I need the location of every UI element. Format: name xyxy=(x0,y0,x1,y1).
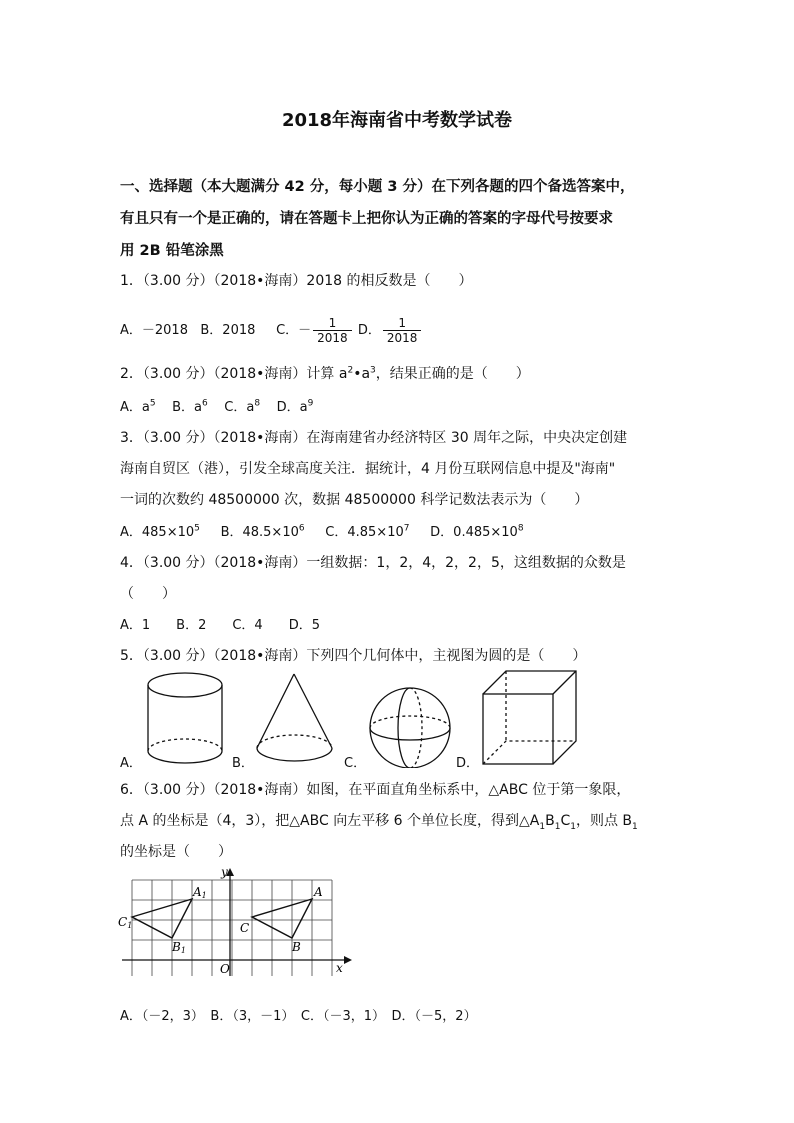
section-heading-line1: 一、选择题（本大题满分 42 分，每小题 3 分）在下列各题的四个备选答案中， xyxy=(120,179,635,195)
label-c1: C1 xyxy=(118,915,133,930)
triangle-abc xyxy=(252,899,312,938)
cylinder-figure xyxy=(148,673,222,763)
question-3-options: A．$485\times 10^5$ B．$48.5\times 10^6$ C．$4.85\times 10^7$ D．$0.485\times 10^8$ xyxy=(120,523,524,540)
question-2-options: A．$a^5$ B．$a^6$ C．$a^8$ D．$a^9$ xyxy=(120,398,314,415)
triangle-a1b1c1 xyxy=(132,899,192,938)
q5-option-a: A． xyxy=(120,756,142,771)
q1-option-d-prefix: D． xyxy=(357,323,381,338)
q1-option-d-fraction: $\frac{1}{2018}$ xyxy=(383,316,422,345)
question-3-line3: 一词的次数约 48500000 次，数据 48500000 科学记数法表示为（ ） xyxy=(120,492,589,508)
label-a: A xyxy=(314,885,323,899)
question-1-options xyxy=(120,316,423,345)
question-4-line2: （ ） xyxy=(120,586,176,602)
sphere-figure xyxy=(370,688,450,768)
cone-figure xyxy=(257,674,332,761)
label-b1: B1 xyxy=(172,940,186,955)
question-2: 2．（3.00 分）（2018•海南）计算 $a^2•a^3$，结果正确的是（ ） xyxy=(120,365,530,382)
question-3-line2: 海南自贸区（港），引发全球高度关注．据统计，4 月份互联网信息中提及"海南" xyxy=(120,461,616,477)
label-x-axis: x xyxy=(336,961,343,975)
question-4-line1: 4．（3.00 分）（2018•海南）一组数据：1，2，4，2，2，5，这组数据的众数是 xyxy=(120,555,626,571)
question-6-options: A．（－2，3） B．（3，－1） C．（－3，1） D．（－5，2） xyxy=(120,1009,477,1024)
q1-option-c-fraction: $\frac{1}{2018}$ xyxy=(313,316,352,345)
label-origin: O xyxy=(220,962,230,976)
label-c: C xyxy=(240,921,250,935)
question-6-line3: 的坐标是（ ） xyxy=(120,844,232,860)
label-y-axis: y xyxy=(221,865,228,879)
q5-option-c: C． xyxy=(344,756,367,771)
grid-lines xyxy=(132,880,332,976)
section-heading-line2: 有且只有一个是正确的，请在答题卡上把你认为正确的答案的字母代号按要求 xyxy=(120,211,613,227)
section-heading-line3: 用 2B 铅笔涂黑 xyxy=(120,243,224,259)
label-b: B xyxy=(292,940,301,954)
question-4-options: A．1 B．2 C．4 D．5 xyxy=(120,618,320,633)
question-3-line1: 3．（3.00 分）（2018•海南）在海南建省办经济特区 30 周年之际，中央决定创建 xyxy=(120,430,628,446)
q1-option-a: A．－2018 xyxy=(120,323,188,338)
q5-option-d: D． xyxy=(456,756,480,771)
page-title: 2018年海南省中考数学试卷 xyxy=(281,110,513,131)
q1-option-b: B．2018 xyxy=(200,323,256,338)
label-a1: A1 xyxy=(193,885,207,900)
x-axis-arrow xyxy=(344,956,352,964)
question-1: 1．（3.00 分）（2018•海南）2018 的相反数是（ ） xyxy=(120,273,473,289)
cube-figure xyxy=(483,671,576,764)
question-6-line2: 点 A 的坐标是（4，3），把△ABC 向左平移 6 个单位长度，得到$\triangle A_1B_1C_1$，则点 $B_1$ xyxy=(120,813,638,832)
question-6-line1: 6．（3.00 分）（2018•海南）如图，在平面直角坐标系中，△ABC 位于第一象限， xyxy=(120,782,631,798)
question-5: 5．（3.00 分）（2018•海南）下列四个几何体中，主视图为圆的是（ ） xyxy=(120,648,587,664)
q6-coordinate-grid xyxy=(118,864,358,984)
q1-option-c-prefix: C．－ xyxy=(276,323,312,338)
q5-option-b: B． xyxy=(232,756,254,771)
